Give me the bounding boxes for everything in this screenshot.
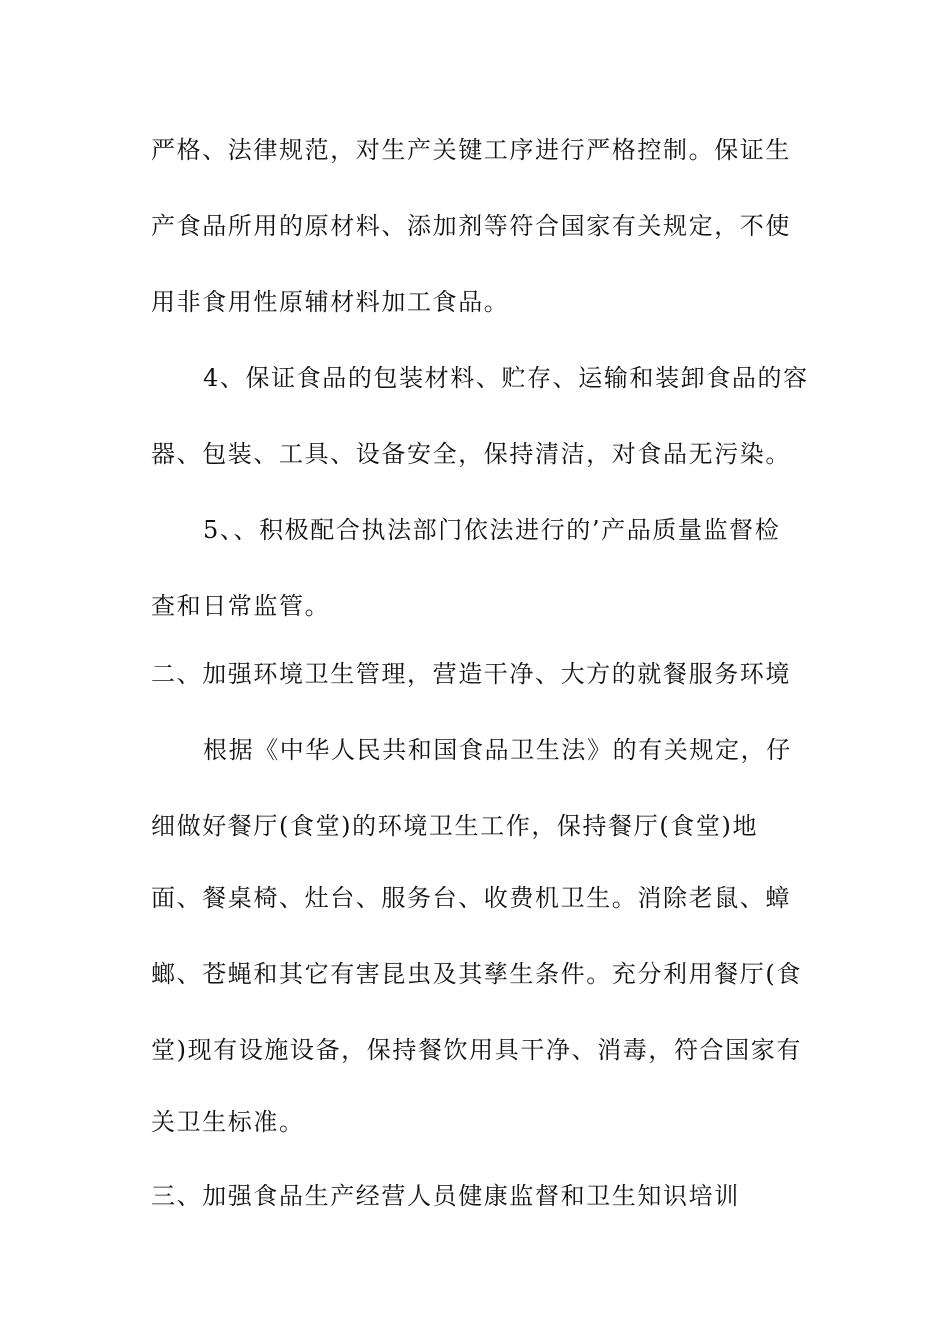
text-line-7: 查和日常监管。 xyxy=(151,592,331,620)
text-line-2: 产食品所用的原材料、添加剂等符合国家有关规定，不使 xyxy=(151,212,791,240)
text-line-11: 面、餐桌椅、灶台、服务台、收费机卫生。消除老鼠、蟑 xyxy=(151,884,791,912)
text-line-5: 器、包装、工具、设备安全，保持清洁，对食品无污染。 xyxy=(151,440,791,468)
text-line-4: 4、保证食品的包装材料、贮存、运输和装卸食品的容 xyxy=(203,364,809,392)
text-line-12: 螂、苍蝇和其它有害昆虫及其孳生条件。充分利用餐厅(食 xyxy=(151,960,802,988)
text-line-14: 关卫生标准。 xyxy=(151,1108,305,1136)
text-line-10: 细做好餐厅(食堂)的环境卫生工作，保持餐厅(食堂)地 xyxy=(151,812,759,840)
text-line-1: 严格、法律规范，对生产关键工序进行严格控制。保证生 xyxy=(151,136,791,164)
text-line-6: 5、、积极配合执法部门依法进行的’产品质量监督检 xyxy=(203,516,781,544)
text-line-9: 根据《中华人民共和国食品卫生法》的有关规定，仔 xyxy=(203,736,792,764)
section-heading-3: 三、加强食品生产经营人员健康监督和卫生知识培训 xyxy=(151,1182,740,1210)
section-heading-2: 二、加强环境卫生管理，营造干净、大方的就餐服务环境 xyxy=(151,660,791,688)
text-line-3: 用非食用性原辅材料加工食品。 xyxy=(151,288,510,316)
text-line-13: 堂)现有设施设备，保持餐饮用具干净、消毒，符合国家有 xyxy=(151,1036,802,1064)
